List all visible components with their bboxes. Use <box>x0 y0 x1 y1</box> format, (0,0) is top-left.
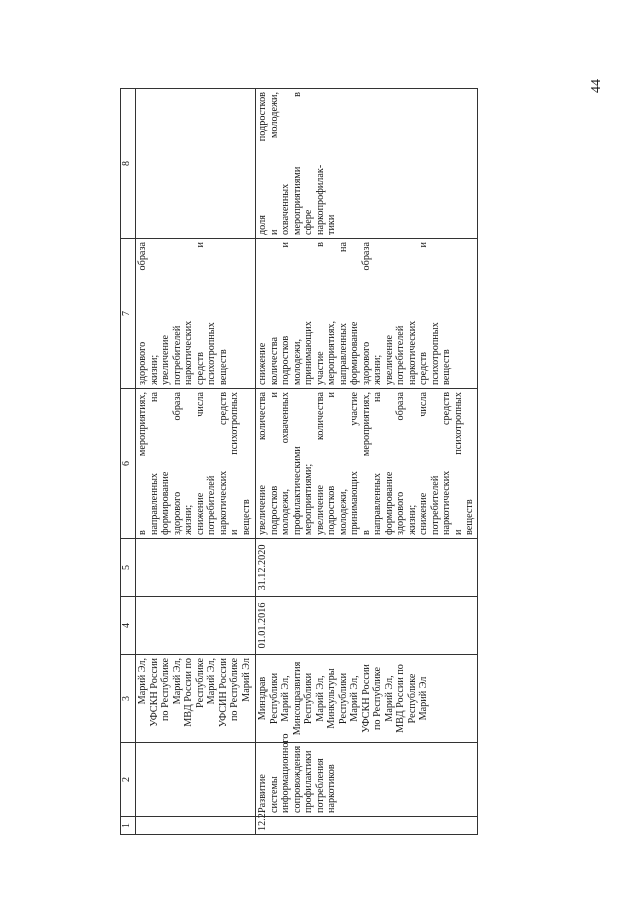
cell-executors <box>136 655 256 743</box>
text-line: Республике <box>406 673 418 724</box>
text-line: Республики <box>337 672 349 725</box>
text-line: потребителей <box>206 475 218 535</box>
results-list <box>257 392 476 535</box>
column-header-1: 1 <box>121 817 136 835</box>
text-line: Минкультуры <box>326 668 338 729</box>
text-line: жизни; <box>372 354 384 385</box>
target-indicator <box>256 89 478 239</box>
text-line: здорового образа <box>360 242 372 385</box>
text-line: подростков и <box>280 242 292 385</box>
row-number: 12.2. <box>256 817 478 835</box>
text-line: Марий Эл <box>418 676 430 721</box>
text-line: УФСКН России <box>148 658 160 727</box>
text-line: увеличение <box>160 335 172 385</box>
text-line: и молодежи, <box>268 92 280 235</box>
text-line: формирование <box>383 471 395 535</box>
text-line: Марий Эл <box>240 658 252 702</box>
text-line: охваченных <box>280 183 292 235</box>
text-line: наркотических средств <box>441 392 453 535</box>
cell-indicators <box>136 239 256 389</box>
text-line: потребителей <box>171 325 183 385</box>
column-header-8: 8 <box>121 89 136 239</box>
text-line: Республике <box>194 658 206 708</box>
text-line: направленных на <box>337 242 349 385</box>
text-line: молодежи, <box>337 488 349 535</box>
text-line: доля подростков <box>257 92 268 235</box>
text-line: здорового образа <box>171 392 183 535</box>
text-line: тики <box>326 214 338 235</box>
page-number: 44 <box>589 79 604 93</box>
cell-results <box>136 389 256 539</box>
text-line: молодежи, <box>291 338 303 385</box>
text-line: сфере <box>303 209 315 235</box>
text-line: формирование <box>160 471 172 535</box>
text-line: подростков и <box>268 392 280 535</box>
cell-end <box>136 539 256 597</box>
column-header-6: 6 <box>121 389 136 539</box>
text-line: веществ <box>240 499 252 535</box>
text-line: жизни; <box>183 504 195 535</box>
text-line: наркотических <box>406 320 418 385</box>
text-line: увеличение количества <box>257 392 268 535</box>
text-line: подростков и <box>326 392 338 535</box>
text-line: наркотиков <box>326 764 338 813</box>
text-line: участие в <box>314 242 326 385</box>
text-line: по Республике <box>229 658 241 722</box>
text-line: направленных на <box>372 392 384 535</box>
text-line: по Республике <box>160 658 172 722</box>
text-line: Марий Эл, <box>349 675 361 722</box>
text-line: по Республике <box>372 667 384 731</box>
text-line: мероприятиях, <box>326 320 338 385</box>
text-line: принимающих участие <box>349 392 361 535</box>
measure-name <box>256 733 478 817</box>
text-line: УФСКН России <box>360 664 372 733</box>
text-line: Минсоцразвития <box>291 661 303 736</box>
text-line: Марий Эл, <box>314 675 326 722</box>
indicators-list <box>257 242 453 385</box>
measure-name-text <box>257 733 338 813</box>
text-line: количества <box>268 337 280 385</box>
text-line: веществ <box>464 499 476 535</box>
text-line: Республики <box>268 672 280 725</box>
target-indicator-text <box>257 92 338 235</box>
text-line: психотропных <box>429 322 441 385</box>
text-line: Марий Эл, <box>137 658 148 705</box>
text-line: мероприятиями в <box>291 92 303 235</box>
text-line: мероприятиями; <box>303 463 315 535</box>
text-line: профилактическими <box>291 446 303 535</box>
text-line: снижение <box>257 342 268 385</box>
indicators-list <box>137 242 229 385</box>
text-line: увеличение <box>383 335 395 385</box>
text-line: средств и <box>194 242 206 385</box>
text-line: в мероприятиях, <box>360 392 372 535</box>
document-table-rotated <box>120 90 490 835</box>
text-line: Республики <box>303 672 315 725</box>
executors-list <box>137 658 252 739</box>
text-line: здорового образа <box>137 242 148 385</box>
text-line: МВД России по <box>395 664 407 733</box>
text-line: в мероприятиях, <box>137 392 148 535</box>
text-line: жизни; <box>148 354 160 385</box>
text-line: Развитие системы <box>257 774 280 813</box>
text-line: формирование <box>349 321 361 385</box>
text-line: потребителей <box>395 325 407 385</box>
text-line: Марий Эл, <box>383 675 395 722</box>
cell-start <box>136 597 256 655</box>
text-line: Марий Эл, <box>171 658 183 705</box>
results <box>256 389 478 539</box>
text-line: направленных на <box>148 392 160 535</box>
text-line: снижение числа <box>418 392 430 535</box>
column-header-2: 2 <box>121 743 136 817</box>
table-row-12-2 <box>256 89 478 835</box>
column-number-row <box>121 89 136 835</box>
measures-table <box>120 88 478 835</box>
text-line: принимающих <box>303 321 315 385</box>
start-date: 01.01.2016 <box>256 597 478 655</box>
text-line: Минздрав <box>257 676 268 721</box>
column-header-3: 3 <box>121 655 136 743</box>
text-line: Марий Эл, <box>280 675 292 722</box>
indicators <box>256 239 478 389</box>
column-header-7: 7 <box>121 239 136 389</box>
text-line: сопровождения <box>291 745 303 813</box>
text-line: наркопрофилак- <box>314 164 326 235</box>
text-line: средств и <box>418 242 430 385</box>
text-line: молодежи, охваченных <box>280 392 292 535</box>
text-line: веществ <box>441 349 453 385</box>
text-line: и психотропных <box>452 392 464 535</box>
text-line: наркотических <box>183 320 195 385</box>
text-line: МВД России по <box>183 658 195 727</box>
text-line: снижение числа <box>194 392 206 535</box>
text-line: потребителей <box>429 475 441 535</box>
text-line: наркотических средств <box>217 392 229 535</box>
table-row-continued <box>136 89 256 835</box>
executors-list <box>257 658 430 739</box>
text-line: психотропных <box>206 322 218 385</box>
text-line: Марий Эл, <box>206 658 218 705</box>
text-line: информационного <box>280 733 292 813</box>
cell-target <box>136 89 256 239</box>
text-line: веществ <box>217 349 229 385</box>
text-line: УФСИН России <box>217 658 229 728</box>
text-line: профилактики <box>303 750 315 813</box>
text-line: жизни; <box>406 504 418 535</box>
text-line: увеличение количества <box>314 392 326 535</box>
end-date: 31.12.2020 <box>256 539 478 597</box>
text-line: и психотропных <box>229 392 241 535</box>
column-header-5: 5 <box>121 539 136 597</box>
text-line: потребления <box>314 758 326 813</box>
executors <box>256 655 478 743</box>
results-list <box>137 392 252 535</box>
column-header-4: 4 <box>121 597 136 655</box>
text-line: здорового образа <box>395 392 407 535</box>
cell-name <box>136 743 256 817</box>
cell-number <box>136 817 256 835</box>
